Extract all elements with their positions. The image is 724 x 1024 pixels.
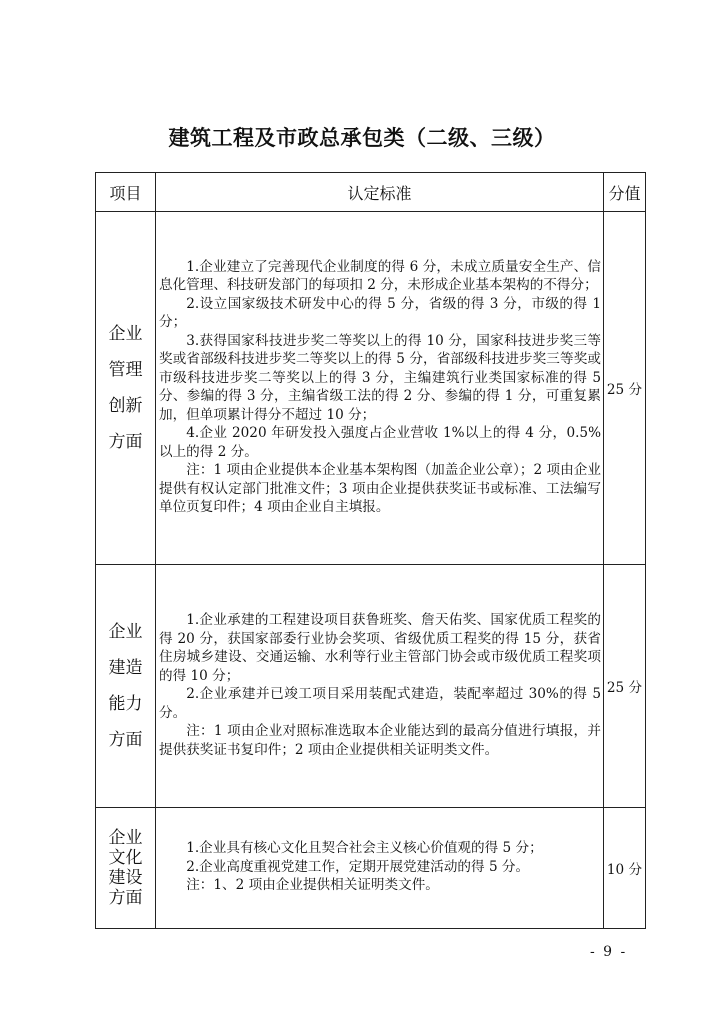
item-label-line: 建造 (108, 658, 143, 678)
item-label-line: 方面 (108, 730, 143, 750)
item-cell (96, 565, 156, 808)
item-label-line: 方面 (108, 888, 143, 908)
criteria-paragraph: 1.企业承建的工程建设项目获鲁班奖、詹天佑奖、国家优质工程奖的得 20 分，获国家部委行业协会奖项、省级优质工程奖的得 15 分，获省住房城乡建设、交通运输、水利等行业主管部门协会或市级优质工程奖项的得 10 分； (159, 612, 601, 684)
item-label-line: 建设 (108, 868, 143, 888)
score-cell: 25 分 (604, 212, 646, 565)
page-number: - 9 - (590, 944, 628, 960)
table-row (96, 565, 646, 808)
item-label-line: 企业 (108, 622, 143, 642)
item-label-line: 能力 (108, 694, 143, 714)
criteria-paragraph: 2.设立国家级技术研发中心的得 5 分，省级的得 3 分，市级的得 1 分； (159, 295, 601, 330)
criteria-cell (156, 565, 604, 808)
item-label-line: 创新 (108, 396, 143, 416)
scoring-table (95, 172, 646, 929)
item-label-line: 企业 (108, 324, 143, 344)
criteria-paragraph: 2.企业高度重视党建工作，定期开展党建活动的得 5 分。 (186, 858, 530, 875)
table-row (96, 808, 646, 929)
criteria-paragraph: 4.企业 2020 年研发投入强度占企业营收 1%以上的得 4 分，0.5%以上的得 2 分。 (159, 425, 601, 460)
criteria-note: 注：1 项由企业提供本企业基本架构图（加盖企业公章）；2 项由企业提供有权认定部门批准文件；3 项由企业提供获奖证书或标准、工法编写单位页复印件；4 项由企业自主填报。 (159, 462, 601, 515)
criteria-paragraph: 3.获得国家科技进步奖二等奖以上的得 10 分，国家科技进步奖三等奖或省部级科技进步奖二等奖以上的得 5 分，省部级科技进步奖三等奖或市级科技进步奖二等奖以上的得 3 分，主编建筑行业类国家标准的得 5 分、参编的得 3 分，主编省级工法的得 2 分、参编的得 1 分，可重复累加，但单项累计得分不超过 10 分； (159, 332, 601, 423)
header-score: 分值 (604, 173, 646, 212)
criteria-paragraph: 1.企业具有核心文化且契合社会主义核心价值观的得 5 分； (186, 840, 543, 857)
item-label-line: 企业 (108, 828, 143, 848)
criteria-paragraph: 1.企业建立了完善现代企业制度的得 6 分，未成立质量安全生产、信息化管理、科技研发部门的每项扣 2 分，未形成企业基本架构的不得分； (159, 258, 601, 293)
item-label-line: 文化 (108, 848, 143, 868)
score-cell: 25 分 (604, 565, 646, 808)
criteria-cell (156, 808, 604, 929)
score-cell: 10 分 (604, 808, 646, 929)
header-criteria: 认定标准 (156, 173, 604, 212)
document-title: 建筑工程及市政总承包类（二级、三级） (168, 126, 556, 150)
criteria-paragraph: 2.企业承建并已竣工项目采用装配式建造，装配率超过 30%的得 5 分。 (159, 686, 601, 721)
criteria-cell (156, 212, 604, 565)
header-item: 项目 (96, 173, 156, 212)
table-header-row (96, 173, 646, 212)
item-cell (96, 808, 156, 929)
item-label-line: 方面 (108, 432, 143, 452)
table-row (96, 212, 646, 565)
criteria-note: 注：1 项由企业对照标准选取本企业能达到的最高分值进行填报，并提供获奖证书复印件；2 项由企业提供相关证明类文件。 (159, 723, 601, 758)
criteria-note: 注：1、2 项由企业提供相关证明类文件。 (186, 877, 439, 894)
item-cell (96, 212, 156, 565)
item-label-line: 管理 (108, 360, 143, 380)
